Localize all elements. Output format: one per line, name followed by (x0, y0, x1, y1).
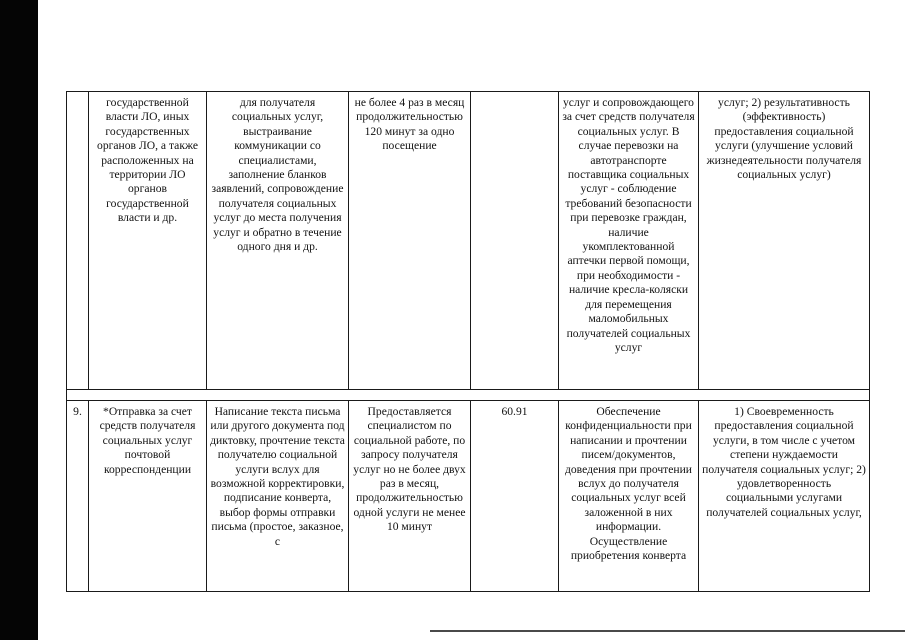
scan-dark-edge (0, 0, 38, 640)
row-number-cell (67, 401, 89, 592)
service-name: государственной власти ЛО, иных государственных органов ЛО, а также расположенных на территории ЛО органов государственной власти и др. (97, 96, 198, 225)
table-row (67, 92, 870, 390)
service-content: для получателя социальных услуг, выстраивание коммуникации со специалистами, заполнение бланков заявлений, сопровождение получателя социальных услуг до места получения услуг и обратно в течение одного дня и др. (211, 96, 344, 254)
service-volume-cell (349, 401, 471, 592)
service-price-cell (471, 401, 559, 592)
service-conditions-cell (559, 401, 699, 592)
service-indicators-cell (699, 92, 870, 390)
service-volume: Предоставляется специалистом по социальной работе, по запросу получателя услуг но не более двух раз в месяц, продолжительностью одной услуги не менее 10 минут (353, 405, 466, 534)
service-conditions: Обеспечение конфиденциальности при написании и прочтении писем/документов, доведения при прочтении вслух до получателя социальных услуг всей заложенной в них информации. Осуществление приобретения конверта (564, 405, 693, 563)
row-number-cell (67, 92, 89, 390)
row-separator (67, 390, 870, 401)
service-name-cell (89, 92, 207, 390)
row-number: 9. (73, 405, 82, 418)
service-content: Написание текста письма или другого документа под диктовку, прочтение текста получателю социальной услуги вслух для возможной корректировки, подписание конверта, выбор формы отправки письма (простое, заказное, с (210, 405, 345, 548)
service-indicators: 1) Своевременность предоставления социальной услуги, в том числе с учетом степени нуждаемости получателя социальных услуг; 2) удовлетворенность социальными услугами получателей социальных услуг, (702, 405, 866, 519)
service-indicators-cell (699, 401, 870, 592)
row-separator-cell (67, 390, 870, 401)
service-name: *Отправка за счет средств получателя социальных услуг почтовой корреспонденции (99, 405, 196, 476)
service-volume-cell (349, 92, 471, 390)
service-content-cell (207, 401, 349, 592)
scan-bottom-line (430, 630, 905, 632)
service-price: 60.91 (501, 405, 528, 418)
service-volume: не более 4 раз в месяц продолжительностью 120 минут за одно посещение (354, 96, 465, 153)
services-table (66, 91, 870, 592)
services-table-wrapper (66, 91, 870, 592)
service-indicators: услуг; 2) результативность (эффективность) предоставления социальной услуги (улучшение условий жизнедеятельности получателя социальных услуг) (706, 96, 862, 182)
service-conditions-cell (559, 92, 699, 390)
table-row (67, 401, 870, 592)
service-conditions: услуг и сопровождающего за счет средств получателя социальных услуг. В случае перевозки на автотранспорте поставщика социальных услуг - соблюдение требований безопасности при перевозке граждан, наличие укомплектованной аптечки первой помощи, при необходимости - наличие кресла-коляски для перемещения маломобильных получателей социальных услуг (562, 96, 695, 354)
service-price-cell (471, 92, 559, 390)
service-name-cell (89, 401, 207, 592)
service-content-cell (207, 92, 349, 390)
